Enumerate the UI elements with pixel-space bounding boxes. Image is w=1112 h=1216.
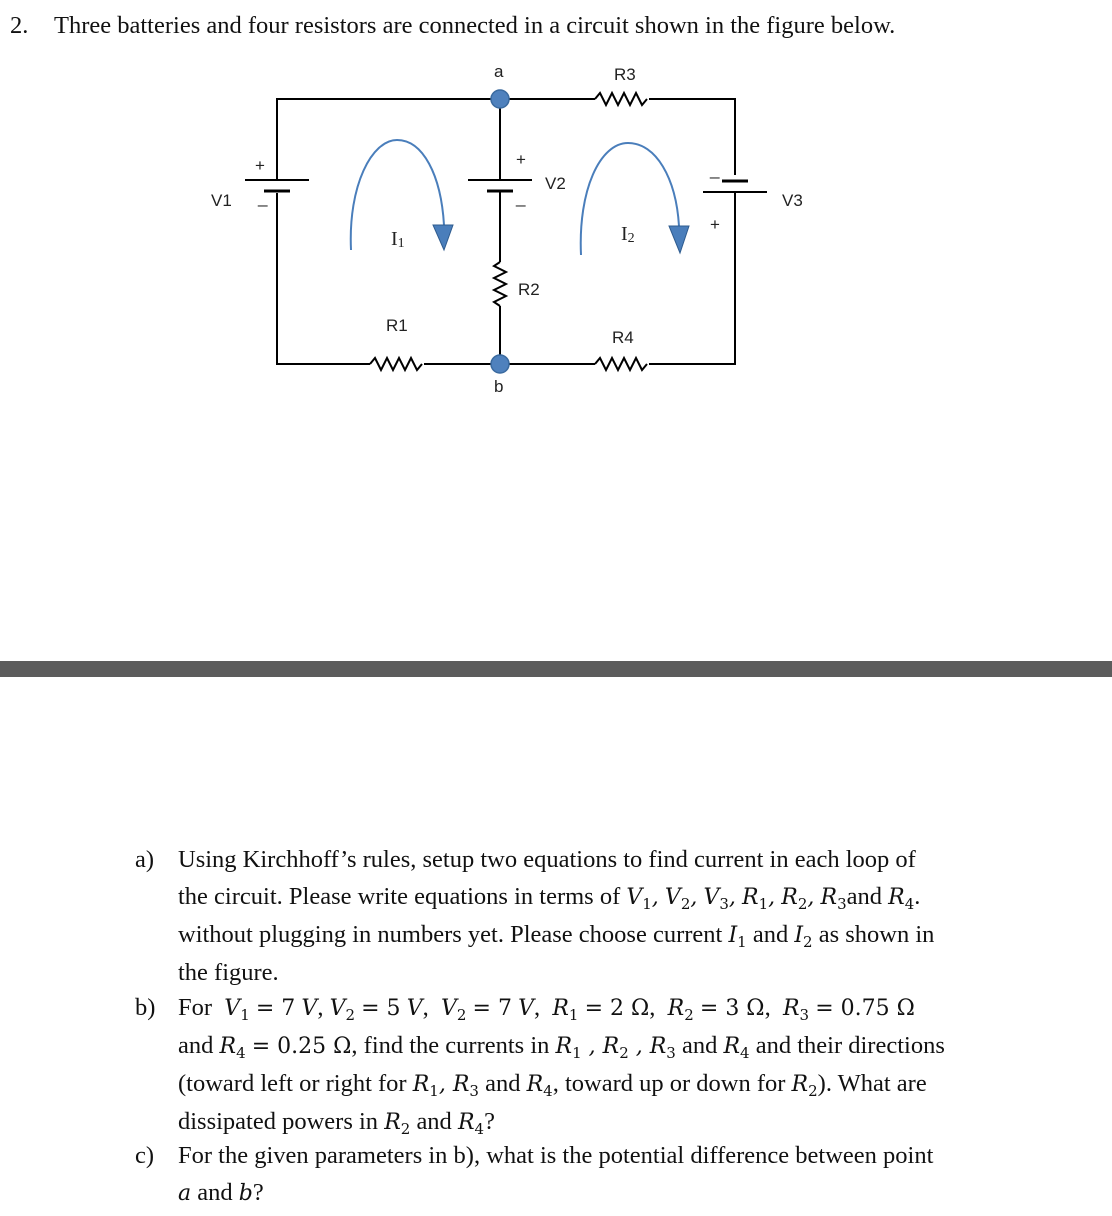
- problem-number: 2.: [10, 12, 29, 39]
- var-v3: $V_3$,: [703, 885, 736, 913]
- arrowhead-i2-icon: [669, 226, 689, 253]
- b-what-are-text: ). What are: [817, 1070, 927, 1097]
- resistor-r4-zigzag: [595, 358, 647, 370]
- question-a-line-3-text: without plugging in numbers yet. Please choose current: [178, 921, 723, 948]
- question-c-line-2: [178, 1174, 1048, 1212]
- label-i2: I2: [621, 223, 635, 246]
- v3-plus-sign: +: [710, 215, 720, 234]
- b-and-3: and: [485, 1070, 521, 1097]
- question-a-line-1: Using Kirchhoff’s rules, setup two equations to find current in each loop of: [178, 846, 916, 873]
- question-a-line-3-end: as shown in: [818, 921, 935, 948]
- v3-minus-sign: _: [710, 160, 720, 179]
- var-r1: $R_1$,: [742, 885, 776, 913]
- question-a-line-3: [178, 916, 1048, 954]
- question-c-line-1: For the given parameters in b), what is the potential difference between point: [178, 1142, 934, 1169]
- question-b-line-2: and $R_4 = 0.25$ Ω, find the currents in $R_1$ , $R_2$ , $R_3$ and $R_4$ and their directions: [178, 1032, 945, 1062]
- var-v2: $V_2$,: [664, 885, 698, 913]
- wire-bottom-right: [649, 193, 735, 364]
- c-question-mark: ?: [252, 1179, 264, 1206]
- question-a-label: a): [135, 846, 155, 873]
- question-b-label: b): [135, 994, 156, 1021]
- resistor-r1-zigzag: [370, 358, 422, 370]
- b-var-r4-2: $R_4$: [723, 1034, 750, 1062]
- b-vars-r1-r3-2: $R_1$, $R_3$: [412, 1072, 479, 1100]
- question-c-label: c): [135, 1142, 155, 1169]
- c-point-a: a: [178, 1181, 192, 1206]
- b-directions-text: and their directions: [755, 1032, 945, 1059]
- question-b-line-4: [178, 1103, 1048, 1141]
- label-i1: I1: [391, 228, 405, 251]
- b-question-mark: ?: [484, 1108, 495, 1135]
- label-v3: V3: [782, 191, 803, 210]
- b-updown-text: , toward up or down for: [552, 1070, 786, 1097]
- b-dissipated-text: dissipated powers in: [178, 1108, 379, 1135]
- problem-text: Three batteries and four resistors are connected in a circuit shown in the figure below.: [54, 12, 896, 39]
- label-r3: R3: [614, 65, 636, 84]
- label-r2: R2: [518, 280, 540, 299]
- question-a-line-4: the figure.: [178, 959, 279, 986]
- label-r4: R4: [612, 328, 634, 347]
- resistor-r3-zigzag: [595, 93, 647, 105]
- resistor-r2-zigzag: [494, 262, 506, 306]
- v1-plus-sign: +: [255, 156, 265, 175]
- c-point-b: b: [238, 1181, 253, 1206]
- wire-left-bottom: [277, 193, 370, 364]
- var-i2: $I_2$: [794, 923, 813, 951]
- var-v1: $V_1$,: [626, 885, 659, 913]
- circuit-wires: [277, 93, 735, 370]
- question-a-line-2-text: the circuit. Please write equations in terms of: [178, 883, 621, 910]
- b-var-r2: $R_2$: [791, 1072, 818, 1100]
- battery-v3: [703, 181, 767, 192]
- b-and-2: and: [681, 1032, 718, 1059]
- wire-top-left: [277, 99, 500, 180]
- and-text: and: [846, 883, 883, 910]
- label-r1: R1: [386, 316, 408, 335]
- b-find-text: find the currents in: [363, 1032, 550, 1059]
- node-b-dot: [491, 355, 509, 373]
- b-toward-text: (toward left or right for: [178, 1070, 407, 1097]
- var-r2: $R_2$,: [781, 885, 815, 913]
- v1-minus-sign: _: [258, 188, 268, 207]
- var-i1: $I_1$: [728, 923, 747, 951]
- v2-plus-sign: +: [516, 150, 526, 169]
- b-var-r4: $R_4$: [219, 1034, 246, 1062]
- arrowhead-i1-icon: [433, 225, 453, 250]
- label-node-b: b: [494, 377, 504, 396]
- v2-minus-sign: _: [516, 188, 526, 207]
- node-a-dot: [491, 90, 509, 108]
- circuit-diagram: [0, 0, 1112, 420]
- label-node-a: a: [494, 62, 504, 81]
- var-r3: $R_3$: [820, 885, 847, 913]
- b-var-r4-3: $R_4$: [526, 1072, 553, 1100]
- c-and: and: [197, 1179, 233, 1206]
- battery-v1: [245, 180, 309, 191]
- b-and-4: and: [416, 1108, 452, 1135]
- b-var-r4-4: $R_4$: [457, 1110, 485, 1138]
- question-a-line-2: the circuit. Please write equations in terms of $V_1$, $V_2$, $V_3$, $R_1$, $R_2$, $R_3and$ $R_4$.: [178, 883, 921, 913]
- question-a-and: and: [752, 921, 789, 948]
- b-var-r2-2: $R_2$: [384, 1110, 411, 1138]
- label-v2: V2: [545, 174, 566, 193]
- question-b-line-3: [178, 1065, 1048, 1103]
- b-vars-r1-r3: $R_1$ , $R_2$ , $R_3$: [555, 1034, 676, 1062]
- question-b-line-1: For $V_1 = 7$ V, $V_2 = 5$ V, $V_2 = 7$ V, $R_1 = 2$ Ω, $R_2 = 3$ Ω, $R_3 = 0.75$ Ω: [178, 994, 915, 1024]
- var-r4: $R_4$: [888, 885, 915, 913]
- label-v1: V1: [211, 191, 232, 210]
- b-and-1: and: [178, 1032, 214, 1059]
- page-separator-bar: [0, 661, 1112, 677]
